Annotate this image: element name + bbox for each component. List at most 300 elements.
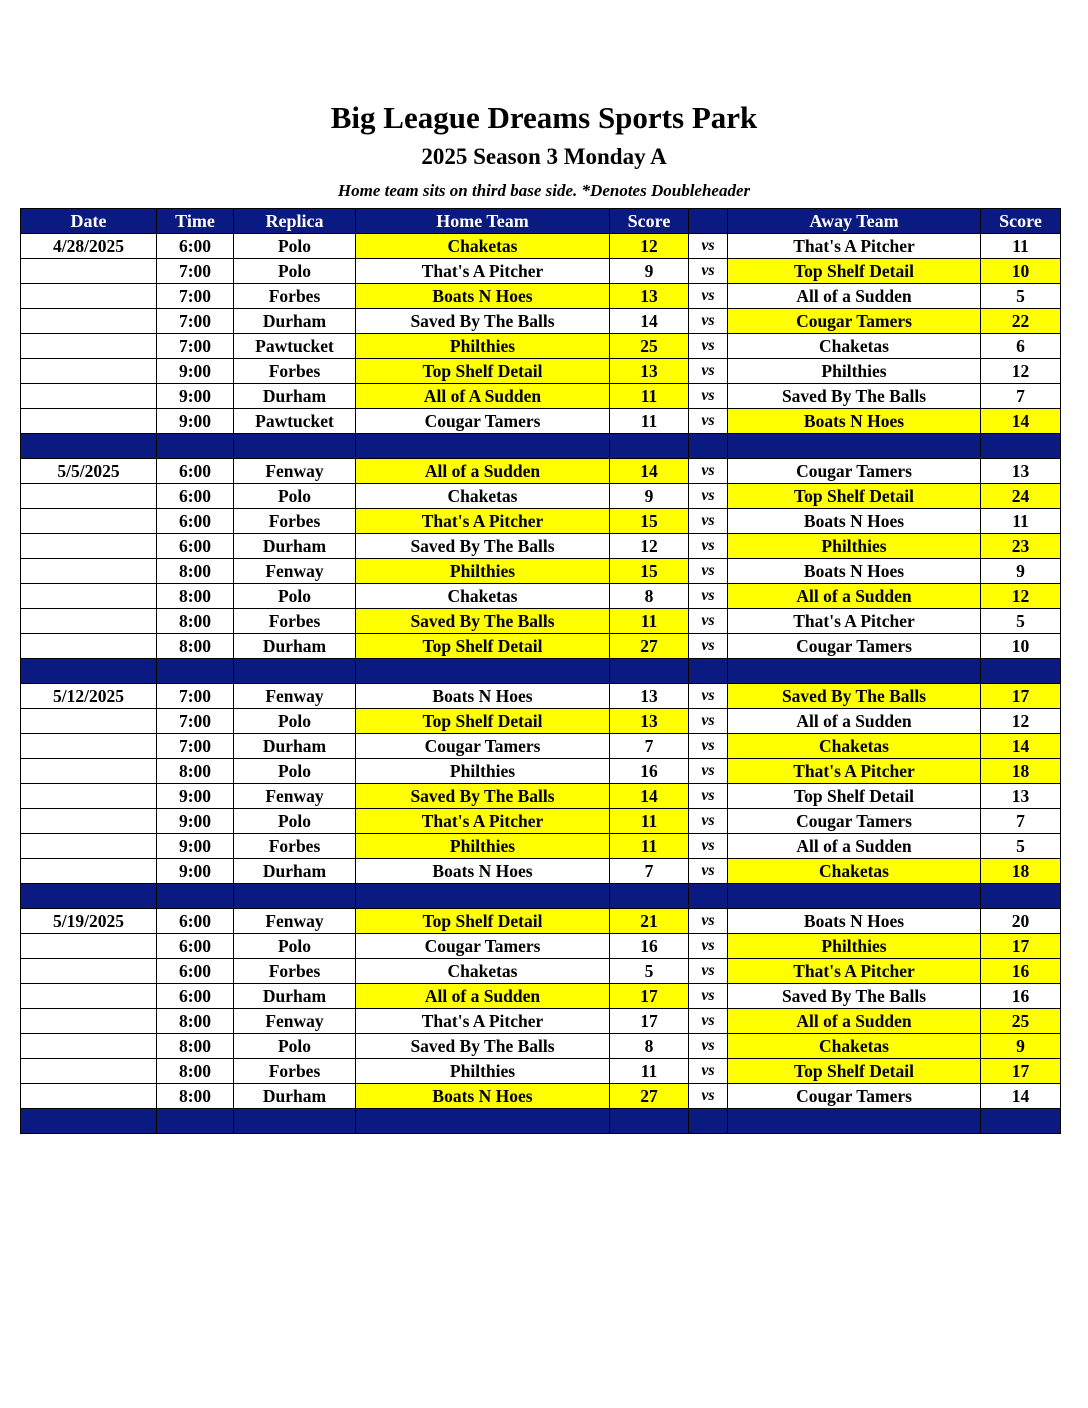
time-cell: 7:00 xyxy=(157,684,234,709)
table-row xyxy=(21,709,1061,734)
schedule-body xyxy=(21,234,1061,1134)
time-cell: 9:00 xyxy=(157,384,234,409)
separator-cell xyxy=(610,659,689,684)
season-subtitle: 2025 Season 3 Monday A xyxy=(421,144,667,169)
replica-cell: Polo xyxy=(234,584,356,609)
replica-cell: Fenway xyxy=(234,909,356,934)
time-cell: 6:00 xyxy=(157,984,234,1009)
replica-cell: Fenway xyxy=(234,784,356,809)
time-cell: 8:00 xyxy=(157,759,234,784)
away-team-cell: Boats N Hoes xyxy=(728,909,981,934)
table-row xyxy=(21,384,1061,409)
date-cell xyxy=(21,484,157,509)
vs-cell: vs xyxy=(689,334,728,359)
home-score-cell: 11 xyxy=(610,809,689,834)
home-team-cell: Chaketas xyxy=(356,584,610,609)
date-cell: 5/5/2025 xyxy=(21,459,157,484)
date-cell xyxy=(21,634,157,659)
home-score-cell: 14 xyxy=(610,459,689,484)
schedule-table xyxy=(20,208,1061,1134)
table-row xyxy=(21,534,1061,559)
away-score-cell: 7 xyxy=(981,384,1061,409)
home-team-cell: Boats N Hoes xyxy=(356,684,610,709)
home-team-cell: Saved By The Balls xyxy=(356,1034,610,1059)
home-team-cell: Philthies xyxy=(356,559,610,584)
replica-cell: Polo xyxy=(234,259,356,284)
home-team-note: Home team sits on third base side. *Denotes Doubleheader xyxy=(337,181,751,200)
date-cell xyxy=(21,609,157,634)
away-score-cell: 20 xyxy=(981,909,1061,934)
home-score-cell: 16 xyxy=(610,934,689,959)
replica-cell: Durham xyxy=(234,859,356,884)
table-row xyxy=(21,909,1061,934)
away-score-cell: 16 xyxy=(981,959,1061,984)
home-score-cell: 9 xyxy=(610,259,689,284)
home-team-cell: Saved By The Balls xyxy=(356,609,610,634)
home-team-cell: All of a Sudden xyxy=(356,984,610,1009)
vs-cell: vs xyxy=(689,1034,728,1059)
home-score-cell: 9 xyxy=(610,484,689,509)
time-cell: 9:00 xyxy=(157,859,234,884)
replica-cell: Polo xyxy=(234,234,356,259)
away-score-cell: 11 xyxy=(981,234,1061,259)
home-score-cell: 13 xyxy=(610,359,689,384)
time-cell: 7:00 xyxy=(157,709,234,734)
away-score-cell: 13 xyxy=(981,784,1061,809)
replica-cell: Fenway xyxy=(234,459,356,484)
date-cell xyxy=(21,1034,157,1059)
away-team-cell: Chaketas xyxy=(728,734,981,759)
vs-cell: vs xyxy=(689,259,728,284)
date-cell xyxy=(21,1084,157,1109)
home-score-cell: 21 xyxy=(610,909,689,934)
date-cell xyxy=(21,584,157,609)
away-team-cell: Cougar Tamers xyxy=(728,459,981,484)
separator-cell xyxy=(610,434,689,459)
time-cell: 6:00 xyxy=(157,459,234,484)
date-cell xyxy=(21,534,157,559)
home-score-cell: 11 xyxy=(610,1059,689,1084)
time-cell: 9:00 xyxy=(157,784,234,809)
away-score-cell: 12 xyxy=(981,584,1061,609)
table-row xyxy=(21,234,1061,259)
away-score-cell: 9 xyxy=(981,1034,1061,1059)
time-cell: 6:00 xyxy=(157,509,234,534)
table-row xyxy=(21,1059,1061,1084)
separator-cell xyxy=(728,1109,981,1134)
separator-cell xyxy=(21,434,157,459)
home-team-cell: Philthies xyxy=(356,834,610,859)
col-away-team: Away Team xyxy=(728,209,981,234)
away-team-cell: Cougar Tamers xyxy=(728,309,981,334)
away-score-cell: 17 xyxy=(981,1059,1061,1084)
replica-cell: Forbes xyxy=(234,1059,356,1084)
away-score-cell: 5 xyxy=(981,609,1061,634)
home-score-cell: 13 xyxy=(610,284,689,309)
home-score-cell: 15 xyxy=(610,559,689,584)
home-score-cell: 13 xyxy=(610,684,689,709)
table-row xyxy=(21,934,1061,959)
home-score-cell: 13 xyxy=(610,709,689,734)
home-team-cell: Cougar Tamers xyxy=(356,409,610,434)
vs-cell: vs xyxy=(689,459,728,484)
date-cell xyxy=(21,309,157,334)
replica-cell: Polo xyxy=(234,759,356,784)
replica-cell: Forbes xyxy=(234,609,356,634)
replica-cell: Durham xyxy=(234,634,356,659)
away-score-cell: 18 xyxy=(981,759,1061,784)
away-team-cell: Philthies xyxy=(728,934,981,959)
time-cell: 6:00 xyxy=(157,909,234,934)
away-team-cell: Chaketas xyxy=(728,1034,981,1059)
vs-cell: vs xyxy=(689,634,728,659)
date-cell xyxy=(21,734,157,759)
home-team-cell: Saved By The Balls xyxy=(356,784,610,809)
date-cell: 5/12/2025 xyxy=(21,684,157,709)
home-team-cell: Boats N Hoes xyxy=(356,859,610,884)
vs-cell: vs xyxy=(689,984,728,1009)
table-row xyxy=(21,459,1061,484)
replica-cell: Fenway xyxy=(234,1009,356,1034)
replica-cell: Durham xyxy=(234,1084,356,1109)
date-cell xyxy=(21,809,157,834)
away-score-cell: 12 xyxy=(981,709,1061,734)
table-row xyxy=(21,559,1061,584)
time-cell: 8:00 xyxy=(157,609,234,634)
away-score-cell: 5 xyxy=(981,834,1061,859)
home-team-cell: That's A Pitcher xyxy=(356,509,610,534)
table-row xyxy=(21,409,1061,434)
table-row xyxy=(21,784,1061,809)
time-cell: 9:00 xyxy=(157,359,234,384)
vs-cell: vs xyxy=(689,784,728,809)
replica-cell: Forbes xyxy=(234,834,356,859)
week-separator-row xyxy=(21,884,1061,909)
table-row xyxy=(21,1034,1061,1059)
home-score-cell: 5 xyxy=(610,959,689,984)
replica-cell: Durham xyxy=(234,309,356,334)
separator-cell xyxy=(728,884,981,909)
separator-cell xyxy=(157,659,234,684)
replica-cell: Polo xyxy=(234,934,356,959)
separator-cell xyxy=(157,1109,234,1134)
time-cell: 9:00 xyxy=(157,409,234,434)
home-score-cell: 12 xyxy=(610,234,689,259)
away-score-cell: 18 xyxy=(981,859,1061,884)
home-score-cell: 15 xyxy=(610,509,689,534)
vs-cell: vs xyxy=(689,509,728,534)
replica-cell: Forbes xyxy=(234,509,356,534)
separator-cell xyxy=(356,659,610,684)
away-score-cell: 11 xyxy=(981,509,1061,534)
separator-cell xyxy=(157,434,234,459)
vs-cell: vs xyxy=(689,384,728,409)
separator-cell xyxy=(728,659,981,684)
away-score-cell: 7 xyxy=(981,809,1061,834)
separator-cell xyxy=(356,884,610,909)
date-cell xyxy=(21,784,157,809)
table-row xyxy=(21,309,1061,334)
col-home-team: Home Team xyxy=(356,209,610,234)
away-team-cell: All of a Sudden xyxy=(728,584,981,609)
away-team-cell: Chaketas xyxy=(728,859,981,884)
away-score-cell: 14 xyxy=(981,409,1061,434)
home-team-cell: Boats N Hoes xyxy=(356,284,610,309)
vs-cell: vs xyxy=(689,709,728,734)
away-team-cell: Cougar Tamers xyxy=(728,1084,981,1109)
vs-cell: vs xyxy=(689,909,728,934)
time-cell: 8:00 xyxy=(157,1084,234,1109)
vs-cell: vs xyxy=(689,1009,728,1034)
vs-cell: vs xyxy=(689,934,728,959)
vs-cell: vs xyxy=(689,834,728,859)
away-team-cell: Top Shelf Detail xyxy=(728,484,981,509)
vs-cell: vs xyxy=(689,1059,728,1084)
vs-cell: vs xyxy=(689,559,728,584)
table-row xyxy=(21,984,1061,1009)
separator-cell xyxy=(157,884,234,909)
date-cell xyxy=(21,409,157,434)
vs-cell: vs xyxy=(689,859,728,884)
vs-cell: vs xyxy=(689,959,728,984)
week-separator-row xyxy=(21,434,1061,459)
home-team-cell: Top Shelf Detail xyxy=(356,909,610,934)
home-score-cell: 14 xyxy=(610,309,689,334)
replica-cell: Durham xyxy=(234,984,356,1009)
separator-cell xyxy=(234,659,356,684)
separator-cell xyxy=(981,884,1061,909)
vs-cell: vs xyxy=(689,409,728,434)
home-team-cell: All of A Sudden xyxy=(356,384,610,409)
home-score-cell: 11 xyxy=(610,834,689,859)
table-row xyxy=(21,759,1061,784)
time-cell: 7:00 xyxy=(157,309,234,334)
date-cell xyxy=(21,1009,157,1034)
away-team-cell: All of a Sudden xyxy=(728,834,981,859)
home-team-cell: Top Shelf Detail xyxy=(356,634,610,659)
table-row xyxy=(21,359,1061,384)
away-score-cell: 14 xyxy=(981,734,1061,759)
home-score-cell: 27 xyxy=(610,634,689,659)
home-team-cell: Cougar Tamers xyxy=(356,934,610,959)
replica-cell: Pawtucket xyxy=(234,409,356,434)
date-cell xyxy=(21,709,157,734)
time-cell: 9:00 xyxy=(157,809,234,834)
date-cell xyxy=(21,384,157,409)
replica-cell: Durham xyxy=(234,734,356,759)
vs-cell: vs xyxy=(689,484,728,509)
vs-cell: vs xyxy=(689,309,728,334)
home-score-cell: 17 xyxy=(610,984,689,1009)
replica-cell: Durham xyxy=(234,534,356,559)
date-cell xyxy=(21,959,157,984)
away-team-cell: Boats N Hoes xyxy=(728,509,981,534)
home-score-cell: 25 xyxy=(610,334,689,359)
date-cell xyxy=(21,834,157,859)
date-cell xyxy=(21,759,157,784)
home-score-cell: 11 xyxy=(610,609,689,634)
table-row xyxy=(21,734,1061,759)
separator-cell xyxy=(728,434,981,459)
away-score-cell: 13 xyxy=(981,459,1061,484)
separator-cell xyxy=(234,884,356,909)
away-team-cell: Saved By The Balls xyxy=(728,384,981,409)
separator-cell xyxy=(356,1109,610,1134)
time-cell: 6:00 xyxy=(157,484,234,509)
replica-cell: Polo xyxy=(234,809,356,834)
table-row xyxy=(21,284,1061,309)
separator-cell xyxy=(234,434,356,459)
vs-cell: vs xyxy=(689,1084,728,1109)
home-score-cell: 7 xyxy=(610,734,689,759)
home-team-cell: Saved By The Balls xyxy=(356,309,610,334)
replica-cell: Polo xyxy=(234,709,356,734)
home-team-cell: Philthies xyxy=(356,1059,610,1084)
home-team-cell: That's A Pitcher xyxy=(356,1009,610,1034)
home-team-cell: Boats N Hoes xyxy=(356,1084,610,1109)
replica-cell: Polo xyxy=(234,1034,356,1059)
replica-cell: Polo xyxy=(234,484,356,509)
table-row xyxy=(21,334,1061,359)
away-score-cell: 10 xyxy=(981,634,1061,659)
separator-cell xyxy=(981,659,1061,684)
separator-cell xyxy=(610,1109,689,1134)
vs-cell: vs xyxy=(689,284,728,309)
time-cell: 8:00 xyxy=(157,1009,234,1034)
away-team-cell: That's A Pitcher xyxy=(728,759,981,784)
home-team-cell: Chaketas xyxy=(356,959,610,984)
replica-cell: Forbes xyxy=(234,959,356,984)
replica-cell: Forbes xyxy=(234,359,356,384)
time-cell: 7:00 xyxy=(157,284,234,309)
replica-cell: Fenway xyxy=(234,684,356,709)
time-cell: 8:00 xyxy=(157,584,234,609)
home-team-cell: Philthies xyxy=(356,759,610,784)
separator-cell xyxy=(21,1109,157,1134)
date-cell: 5/19/2025 xyxy=(21,909,157,934)
home-score-cell: 14 xyxy=(610,784,689,809)
table-row xyxy=(21,484,1061,509)
separator-cell xyxy=(981,434,1061,459)
home-team-cell: Top Shelf Detail xyxy=(356,359,610,384)
away-team-cell: All of a Sudden xyxy=(728,1009,981,1034)
date-cell xyxy=(21,259,157,284)
date-cell xyxy=(21,984,157,1009)
away-score-cell: 17 xyxy=(981,684,1061,709)
home-team-cell: Chaketas xyxy=(356,234,610,259)
time-cell: 6:00 xyxy=(157,959,234,984)
table-row xyxy=(21,584,1061,609)
away-score-cell: 22 xyxy=(981,309,1061,334)
separator-cell xyxy=(234,1109,356,1134)
vs-cell: vs xyxy=(689,359,728,384)
separator-cell xyxy=(689,884,728,909)
away-score-cell: 10 xyxy=(981,259,1061,284)
separator-cell xyxy=(689,1109,728,1134)
week-separator-row xyxy=(21,659,1061,684)
vs-cell: vs xyxy=(689,234,728,259)
away-team-cell: Boats N Hoes xyxy=(728,559,981,584)
away-score-cell: 6 xyxy=(981,334,1061,359)
away-score-cell: 23 xyxy=(981,534,1061,559)
table-row xyxy=(21,1009,1061,1034)
vs-cell: vs xyxy=(689,809,728,834)
vs-cell: vs xyxy=(689,534,728,559)
time-cell: 8:00 xyxy=(157,1059,234,1084)
home-team-cell: Chaketas xyxy=(356,484,610,509)
date-cell xyxy=(21,859,157,884)
home-team-cell: Saved By The Balls xyxy=(356,534,610,559)
away-team-cell: Saved By The Balls xyxy=(728,684,981,709)
table-row xyxy=(21,259,1061,284)
table-row xyxy=(21,859,1061,884)
separator-cell xyxy=(981,1109,1061,1134)
replica-cell: Pawtucket xyxy=(234,334,356,359)
home-score-cell: 8 xyxy=(610,1034,689,1059)
date-cell xyxy=(21,284,157,309)
home-score-cell: 17 xyxy=(610,1009,689,1034)
home-score-cell: 12 xyxy=(610,534,689,559)
date-cell xyxy=(21,334,157,359)
away-team-cell: All of a Sudden xyxy=(728,284,981,309)
home-score-cell: 7 xyxy=(610,859,689,884)
time-cell: 8:00 xyxy=(157,634,234,659)
table-row xyxy=(21,809,1061,834)
away-score-cell: 25 xyxy=(981,1009,1061,1034)
date-cell: 4/28/2025 xyxy=(21,234,157,259)
time-cell: 8:00 xyxy=(157,559,234,584)
vs-cell: vs xyxy=(689,684,728,709)
away-team-cell: Cougar Tamers xyxy=(728,809,981,834)
separator-cell xyxy=(21,884,157,909)
away-score-cell: 12 xyxy=(981,359,1061,384)
home-score-cell: 11 xyxy=(610,409,689,434)
time-cell: 6:00 xyxy=(157,534,234,559)
time-cell: 7:00 xyxy=(157,334,234,359)
vs-cell: vs xyxy=(689,759,728,784)
separator-cell xyxy=(610,884,689,909)
col-date: Date xyxy=(21,209,157,234)
home-team-cell: Top Shelf Detail xyxy=(356,709,610,734)
vs-cell: vs xyxy=(689,584,728,609)
home-score-cell: 11 xyxy=(610,384,689,409)
time-cell: 9:00 xyxy=(157,834,234,859)
home-score-cell: 8 xyxy=(610,584,689,609)
date-cell xyxy=(21,559,157,584)
away-team-cell: Saved By The Balls xyxy=(728,984,981,1009)
time-cell: 6:00 xyxy=(157,234,234,259)
away-score-cell: 16 xyxy=(981,984,1061,1009)
away-team-cell: That's A Pitcher xyxy=(728,234,981,259)
home-team-cell: That's A Pitcher xyxy=(356,809,610,834)
away-team-cell: Top Shelf Detail xyxy=(728,1059,981,1084)
separator-cell xyxy=(356,434,610,459)
home-team-cell: All of a Sudden xyxy=(356,459,610,484)
away-team-cell: That's A Pitcher xyxy=(728,959,981,984)
col-time: Time xyxy=(157,209,234,234)
week-separator-row xyxy=(21,1109,1061,1134)
page-title: Big League Dreams Sports Park xyxy=(330,100,758,135)
time-cell: 8:00 xyxy=(157,1034,234,1059)
date-cell xyxy=(21,1059,157,1084)
away-team-cell: All of a Sudden xyxy=(728,709,981,734)
table-row xyxy=(21,1084,1061,1109)
separator-cell xyxy=(689,434,728,459)
away-team-cell: Philthies xyxy=(728,359,981,384)
away-team-cell: That's A Pitcher xyxy=(728,609,981,634)
home-team-cell: Cougar Tamers xyxy=(356,734,610,759)
separator-cell xyxy=(689,659,728,684)
